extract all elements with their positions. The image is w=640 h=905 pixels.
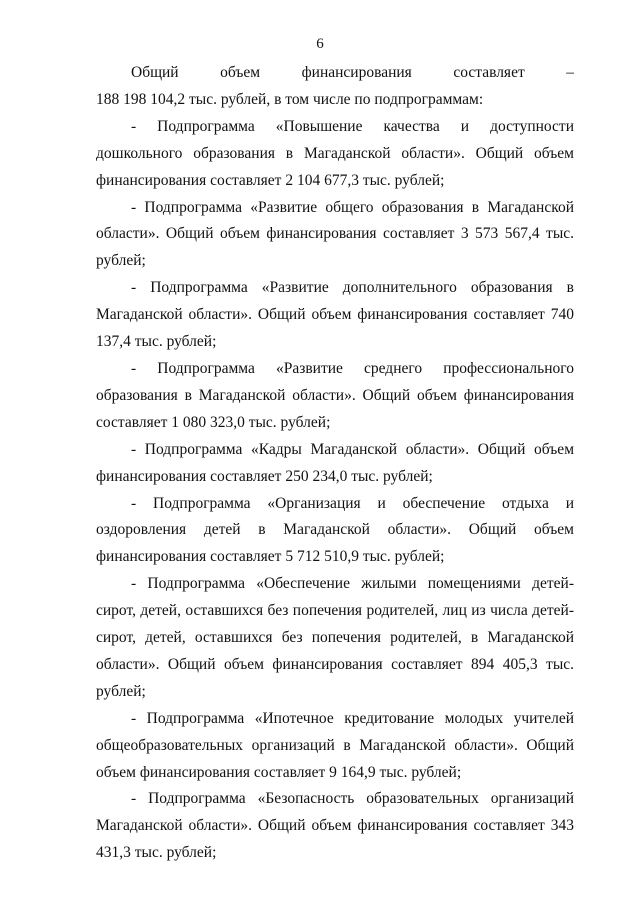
subprogram-paragraph-6: - Подпрограмма «Организация и обеспечение отдыха и оздоровления детей в Магаданской области». Общий объем финансирования составляет 5 712 510,9 тыс. рублей; [96, 494, 574, 566]
subprogram-paragraph-2: - Подпрограмма «Развитие общего образования в Магаданской области». Общий объем финансирования составляет 3 573 567,4 тыс. рублей; [96, 198, 574, 270]
intro-line-1: Общий объем финансирования составляет – [131, 64, 574, 81]
subprogram-paragraph-8: - Подпрограмма «Ипотечное кредитование молодых учителей общеобразовательных организаций в Магаданской области». Общий объем финансирования составляет 9 164,9 тыс. рублей; [96, 709, 574, 781]
document-body [96, 60, 574, 867]
intro-paragraph [96, 60, 574, 114]
intro-line-2: 188 198 104,2 тыс. рублей, в том числе по подпрограммам: [96, 90, 484, 108]
subprogram-paragraph-3: - Подпрограмма «Развитие дополнительного образования в Магаданской области». Общий объем финансирования составляет 740 137,4 тыс. рублей; [96, 279, 574, 351]
subprogram-paragraph-4: - Подпрограмма «Развитие среднего профессионального образования в Магаданской области». Общий объем финансирования составляет 1 080 323,0 тыс. рублей; [96, 359, 574, 431]
subprogram-paragraph-9: - Подпрограмма «Безопасность образовательных организаций Магаданской области». Общий объем финансирования составляет 343 431,3 тыс. рублей; [96, 790, 574, 862]
subprogram-paragraph-5: - Подпрограмма «Кадры Магаданской области». Общий объем финансирования составляет 250 234,0 тыс. рублей; [96, 440, 574, 485]
page-number: 6 [316, 36, 324, 52]
subprogram-paragraph-7: - Подпрограмма «Обеспечение жилыми помещениями детей-сирот, детей, оставшихся без попечения родителей, лиц из числа детей-сирот, детей, оставшихся без попечения родителей, в Магаданской области». Общий объем финансирования составляет 894 405,3 тыс. рублей; [96, 575, 574, 700]
subprogram-paragraph-1: - Подпрограмма «Повышение качества и доступности дошкольного образования в Магаданской области». Общий объем финансирования составляет 2 104 677,3 тыс. рублей; [96, 117, 574, 189]
